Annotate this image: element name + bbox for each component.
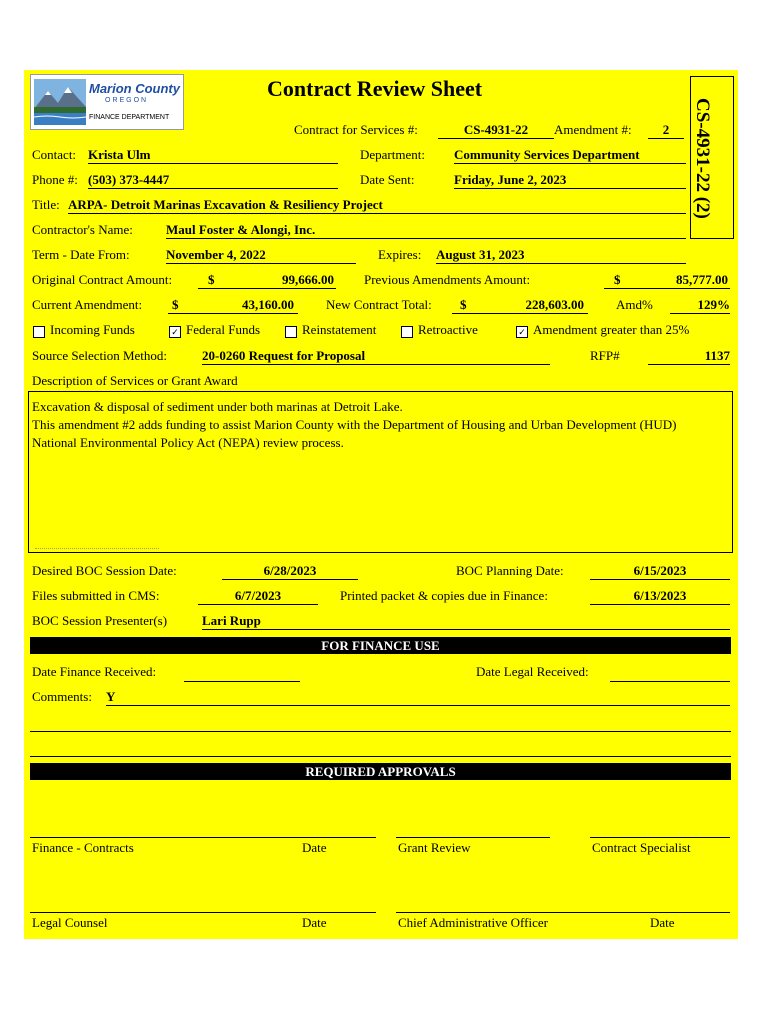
printed-packet-label: Printed packet & copies due in Finance: bbox=[340, 588, 548, 603]
files-cms-label: Files submitted in CMS: bbox=[32, 588, 160, 603]
current-amendment-label: Current Amendment: bbox=[32, 297, 143, 312]
finance-contracts-signature-line[interactable] bbox=[30, 837, 376, 838]
date-sent-label: Date Sent: bbox=[360, 172, 415, 187]
department-field[interactable]: Community Services Department bbox=[454, 147, 686, 164]
textarea-divider bbox=[35, 548, 159, 549]
logo-state: OREGON bbox=[105, 97, 149, 104]
cao-signature-line[interactable] bbox=[396, 912, 730, 913]
phone-field[interactable]: (503) 373-4447 bbox=[88, 172, 338, 189]
source-selection-label: Source Selection Method: bbox=[32, 348, 168, 363]
current-amendment-currency: $ bbox=[172, 297, 179, 312]
contract-specialist-signature-line[interactable] bbox=[590, 837, 730, 838]
new-total-value: 228,603.00 bbox=[525, 297, 584, 312]
contract-for-services-label: Contract for Services #: bbox=[294, 122, 418, 137]
boc-presenter-label: BOC Session Presenter(s) bbox=[32, 613, 168, 628]
federal-funds-checkbox[interactable]: ✓ bbox=[169, 326, 181, 338]
original-amount-value: 99,666.00 bbox=[282, 272, 334, 287]
federal-funds-label: Federal Funds bbox=[186, 322, 261, 337]
reinstatement-label: Reinstatement bbox=[302, 322, 377, 337]
date-label-1: Date bbox=[302, 840, 327, 855]
contractor-field[interactable]: Maul Foster & Alongi, Inc. bbox=[166, 222, 686, 239]
term-from-label: Term - Date From: bbox=[32, 247, 130, 262]
date-finance-received-field[interactable] bbox=[184, 681, 300, 682]
contractor-label: Contractor's Name: bbox=[32, 222, 133, 237]
original-amount-label: Original Contract Amount: bbox=[32, 272, 173, 287]
original-amount-field[interactable] bbox=[198, 272, 336, 289]
logo-county-name: Marion County bbox=[89, 81, 180, 96]
description-line: Excavation & disposal of sediment under both marinas at Detroit Lake. bbox=[32, 399, 403, 414]
title-field[interactable]: ARPA- Detroit Marinas Excavation & Resiliency Project bbox=[68, 197, 686, 214]
title-label: Title: bbox=[32, 197, 60, 212]
mountain-lake-logo-icon bbox=[34, 79, 86, 125]
boc-presenter-field[interactable]: Lari Rupp bbox=[202, 613, 730, 630]
marion-county-logo bbox=[30, 74, 184, 130]
desired-boc-label: Desired BOC Session Date: bbox=[32, 563, 177, 578]
new-total-field[interactable] bbox=[452, 297, 588, 314]
amendment-over-25-label: Amendment greater than 25% bbox=[533, 322, 690, 337]
required-approvals-bar: REQUIRED APPROVALS bbox=[30, 763, 731, 780]
rfp-label: RFP# bbox=[590, 348, 620, 363]
description-line: National Environmental Policy Act (NEPA) review process. bbox=[32, 435, 344, 450]
term-from-field[interactable]: November 4, 2022 bbox=[166, 247, 356, 264]
incoming-funds-checkbox[interactable] bbox=[33, 326, 45, 338]
finance-contracts-label: Finance - Contracts bbox=[32, 840, 134, 855]
grant-review-signature-line[interactable] bbox=[396, 837, 550, 838]
date-finance-received-label: Date Finance Received: bbox=[32, 664, 157, 679]
desired-boc-field[interactable]: 6/28/2023 bbox=[222, 563, 358, 580]
vertical-contract-id: CS-4931-22 (2) bbox=[692, 98, 713, 219]
logo-department: FINANCE DEPARTMENT bbox=[89, 114, 170, 121]
date-label-2: Date bbox=[302, 915, 327, 930]
files-cms-field[interactable]: 6/7/2023 bbox=[198, 588, 318, 605]
current-amendment-field[interactable] bbox=[168, 297, 298, 314]
new-total-label: New Contract Total: bbox=[326, 297, 432, 312]
contract-specialist-label: Contract Specialist bbox=[592, 840, 691, 855]
page-title: Contract Review Sheet bbox=[267, 76, 483, 101]
incoming-funds-label: Incoming Funds bbox=[50, 322, 135, 337]
expires-field[interactable]: August 31, 2023 bbox=[436, 247, 686, 264]
source-selection-field[interactable]: 20-0260 Request for Proposal bbox=[202, 348, 550, 365]
previous-amendments-label: Previous Amendments Amount: bbox=[364, 272, 531, 287]
contact-field[interactable]: Krista Ulm bbox=[88, 147, 338, 164]
description-line: This amendment #2 adds funding to assist Marion County with the Department of Housing and Urban Development (HUD) bbox=[32, 417, 677, 432]
amd-percent-field[interactable]: 129% bbox=[670, 297, 730, 314]
comments-line-3[interactable] bbox=[30, 756, 731, 757]
phone-label: Phone #: bbox=[32, 172, 78, 187]
date-label-3: Date bbox=[650, 915, 675, 930]
contact-label: Contact: bbox=[32, 147, 77, 162]
date-legal-received-label: Date Legal Received: bbox=[476, 664, 589, 679]
boc-planning-label: BOC Planning Date: bbox=[456, 563, 564, 578]
date-legal-received-field[interactable] bbox=[610, 681, 730, 682]
department-label: Department: bbox=[360, 147, 425, 162]
retroactive-label: Retroactive bbox=[418, 322, 478, 337]
finance-use-bar: FOR FINANCE USE bbox=[30, 637, 731, 654]
current-amendment-value: 43,160.00 bbox=[242, 297, 294, 312]
cao-label: Chief Administrative Officer bbox=[398, 915, 548, 930]
amendment-number[interactable]: 2 bbox=[648, 122, 684, 139]
previous-amendments-currency: $ bbox=[614, 272, 621, 287]
date-sent-field[interactable]: Friday, June 2, 2023 bbox=[454, 172, 686, 189]
comments-field[interactable]: Y bbox=[106, 689, 730, 706]
contract-number[interactable]: CS-4931-22 bbox=[438, 122, 554, 139]
comments-line-2[interactable] bbox=[30, 731, 731, 732]
legal-counsel-label: Legal Counsel bbox=[32, 915, 108, 930]
reinstatement-checkbox[interactable] bbox=[285, 326, 297, 338]
amd-percent-label: Amd% bbox=[616, 297, 653, 312]
printed-packet-field[interactable]: 6/13/2023 bbox=[590, 588, 730, 605]
expires-label: Expires: bbox=[378, 247, 422, 262]
boc-planning-field[interactable]: 6/15/2023 bbox=[590, 563, 730, 580]
description-textarea[interactable] bbox=[28, 391, 733, 553]
legal-counsel-signature-line[interactable] bbox=[30, 912, 376, 913]
new-total-currency: $ bbox=[460, 297, 467, 312]
rfp-field[interactable]: 1137 bbox=[648, 348, 730, 365]
contract-review-sheet bbox=[24, 70, 738, 939]
previous-amendments-value: 85,777.00 bbox=[676, 272, 728, 287]
original-amount-currency: $ bbox=[208, 272, 215, 287]
previous-amendments-field[interactable] bbox=[604, 272, 730, 289]
amendment-label: Amendment #: bbox=[554, 122, 632, 137]
retroactive-checkbox[interactable] bbox=[401, 326, 413, 338]
grant-review-label: Grant Review bbox=[398, 840, 471, 855]
amendment-over-25-checkbox[interactable]: ✓ bbox=[516, 326, 528, 338]
comments-label: Comments: bbox=[32, 689, 92, 704]
description-label: Description of Services or Grant Award bbox=[32, 373, 238, 388]
